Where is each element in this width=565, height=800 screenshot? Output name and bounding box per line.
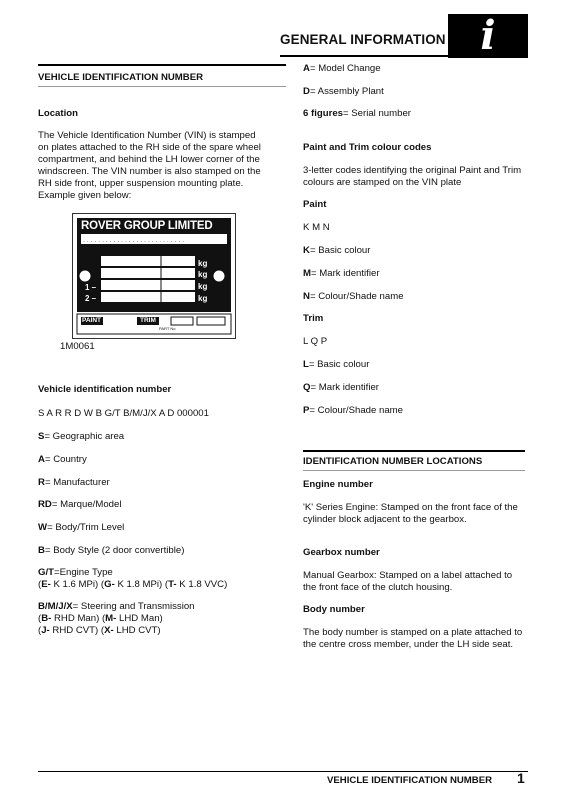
option-text: K 1.8 VVC): [176, 579, 228, 590]
engine-number-line: 'K' Series Engine: Stamped on the front face of the: [303, 502, 518, 513]
vin-plate-trim-label: TRIM: [140, 317, 156, 324]
vin-plate-maker: ROVER GROUP LIMITED: [81, 220, 213, 232]
location-line: RH side front, upper suspension mounting plate.: [38, 178, 244, 189]
paint-code-k: [303, 245, 370, 257]
information-i-icon: [448, 14, 528, 58]
option-code: M-: [105, 613, 117, 624]
code-letter: G/T: [38, 567, 54, 578]
engine-type-options: [38, 579, 227, 591]
code-desc: = Mark identifier: [311, 268, 380, 279]
code-desc: = Marque/Model: [51, 499, 122, 510]
option-code: T-: [168, 579, 177, 590]
option-code: J-: [41, 625, 50, 636]
gearbox-number-paragraph: [303, 570, 512, 594]
trim-heading: Trim: [303, 313, 324, 324]
trim-code-p: [303, 405, 403, 417]
location-line: compartment, and behind the LH lower corner of the: [38, 154, 260, 165]
steering-options-1: [38, 613, 195, 625]
left-section-rule: [38, 64, 286, 66]
code-desc: = Colour/Shade name: [309, 405, 404, 416]
option-text: LHD Man): [116, 613, 163, 624]
option-text: (: [38, 613, 42, 624]
left-section-rule-bottom: [38, 86, 286, 87]
code-line-serial: [303, 108, 411, 120]
option-text: (: [38, 625, 42, 636]
vin-plate-dotted-line: . . . . . . . . . . . . . . . . . . . . . . . . . . .: [83, 237, 185, 244]
option-text: RHD CVT) (: [49, 625, 105, 636]
paint-heading: Paint: [303, 199, 327, 210]
left-section-title: VEHICLE IDENTIFICATION NUMBER: [38, 72, 204, 83]
code-letter: Q: [303, 382, 311, 393]
code-desc: = Steering and Transmission: [72, 601, 195, 612]
code-desc: =Engine Type: [54, 567, 113, 578]
location-line: The Vehicle Identification Number (VIN) is stamped: [38, 130, 256, 141]
option-code: X-: [104, 625, 114, 636]
option-code: E-: [41, 579, 51, 590]
code-letter: R: [38, 477, 45, 488]
vin-plate-part-no: PART No: [159, 326, 176, 331]
body-number-heading: Body number: [303, 604, 365, 615]
vin-plate-kg-2: kg: [198, 270, 208, 279]
code-desc: = Manufacturer: [44, 477, 110, 488]
code-letter: A: [38, 454, 45, 465]
header-rule: [280, 55, 450, 57]
code-desc: = Assembly Plant: [309, 86, 384, 97]
paint-trim-heading: Paint and Trim colour codes: [303, 142, 432, 153]
location-line: on plates attached to the RH side of the spare wheel: [38, 142, 261, 153]
information-icon-letter: i: [480, 14, 496, 58]
paint-code-n: [303, 291, 404, 303]
body-number-line: the centre cross member, under the LH side seat.: [303, 639, 514, 650]
paint-trim-paragraph: [303, 165, 521, 189]
code-desc: = Serial number: [343, 108, 411, 119]
location-line: Example given below:: [38, 190, 132, 201]
option-text: RHD Man) (: [51, 613, 106, 624]
gearbox-number-line: the front face of the clutch housing.: [303, 582, 453, 593]
page-header-title: GENERAL INFORMATION: [280, 32, 446, 47]
locations-section-rule-bottom: [303, 470, 525, 471]
code-line-assembly-plant: [303, 86, 384, 98]
location-line: windscreen. The VIN number is also stamped on the: [38, 166, 261, 177]
paint-trim-line: colours are stamped on the VIN plate: [303, 177, 462, 188]
code-line-a: [38, 454, 87, 466]
code-letter: S: [38, 431, 45, 442]
code-line-s: [38, 431, 124, 443]
trim-example: L Q P: [303, 336, 328, 347]
body-number-line: The body number is stamped on a plate attached to: [303, 627, 523, 638]
plate-rivet-right: [213, 270, 225, 282]
engine-type-line: [38, 567, 227, 579]
code-desc: = Model Change: [309, 63, 381, 74]
steering-line: [38, 601, 195, 613]
code-letter: RD: [38, 499, 52, 510]
plate-rivet-left: [79, 270, 91, 282]
locations-section-title: IDENTIFICATION NUMBER LOCATIONS: [303, 456, 483, 467]
steering-options-2: [38, 625, 195, 637]
code-line-r: [38, 477, 110, 489]
paint-code-m: [303, 268, 380, 280]
footer-rule: [38, 771, 528, 772]
code-desc: = Mark identifier: [310, 382, 379, 393]
code-letter: L: [303, 359, 309, 370]
gearbox-number-line: Manual Gearbox: Stamped on a label attached to: [303, 570, 513, 581]
code-letter: B: [38, 545, 45, 556]
option-text: LHD CVT): [113, 625, 161, 636]
vin-plate-kg-4: kg: [198, 294, 208, 303]
body-number-paragraph: [303, 627, 522, 651]
code-desc: = Colour/Shade name: [309, 291, 404, 302]
trim-code-l: [303, 359, 369, 371]
location-heading: Location: [38, 108, 78, 119]
code-letter: W: [38, 522, 48, 533]
code-desc: = Body/Trim Level: [47, 522, 125, 533]
engine-type-block: [38, 567, 227, 591]
steering-block: [38, 601, 195, 637]
option-code: B-: [41, 613, 52, 624]
vin-plate-illustration: [72, 213, 236, 339]
code-line-b: [38, 545, 184, 557]
code-letter: D: [303, 86, 310, 97]
option-code: G-: [104, 579, 115, 590]
code-line-w: [38, 522, 124, 534]
locations-section-rule: [303, 450, 525, 452]
paint-example: K M N: [303, 222, 330, 233]
gearbox-number-heading: Gearbox number: [303, 547, 380, 558]
code-letter: N: [303, 291, 310, 302]
footer-title: VEHICLE IDENTIFICATION NUMBER: [327, 775, 493, 786]
location-paragraph: [38, 130, 261, 202]
code-desc: = Basic colour: [308, 359, 370, 370]
vin-heading: Vehicle identification number: [38, 384, 172, 395]
engine-number-heading: Engine number: [303, 479, 373, 490]
option-text: K 1.6 MPi) (: [50, 579, 105, 590]
vin-plate-kg-1: kg: [198, 259, 208, 268]
figure-reference: 1M0061: [60, 341, 95, 352]
vin-plate-row-2: 2 –: [85, 294, 97, 303]
code-line-rd: [38, 499, 121, 511]
code-letter: 6 figures: [303, 108, 343, 119]
trim-code-q: [303, 382, 379, 394]
code-letter: M: [303, 268, 311, 279]
code-desc: = Country: [44, 454, 87, 465]
page-number: 1: [517, 770, 525, 786]
vin-plate-paint-label: PAINT: [82, 317, 102, 324]
code-letter: B/M/J/X: [38, 601, 73, 612]
option-text: (: [38, 579, 42, 590]
code-desc: = Geographic area: [44, 431, 125, 442]
code-desc: = Body Style (2 door convertible): [44, 545, 185, 556]
code-letter: P: [303, 405, 310, 416]
engine-number-paragraph: [303, 502, 518, 526]
code-desc: = Basic colour: [309, 245, 371, 256]
vin-plate-kg-3: kg: [198, 282, 208, 291]
code-letter: K: [303, 245, 310, 256]
code-letter: A: [303, 63, 310, 74]
vin-example: S A R R D W B G/T B/M/J/X A D 000001: [38, 408, 209, 419]
vin-plate-row-1: 1 –: [85, 283, 97, 292]
code-line-model-change: [303, 63, 381, 75]
option-text: K 1.8 MPi) (: [114, 579, 169, 590]
paint-trim-line: 3-letter codes identifying the original Paint and Trim: [303, 165, 522, 176]
engine-number-line: cylinder block adjacent to the gearbox.: [303, 514, 467, 525]
